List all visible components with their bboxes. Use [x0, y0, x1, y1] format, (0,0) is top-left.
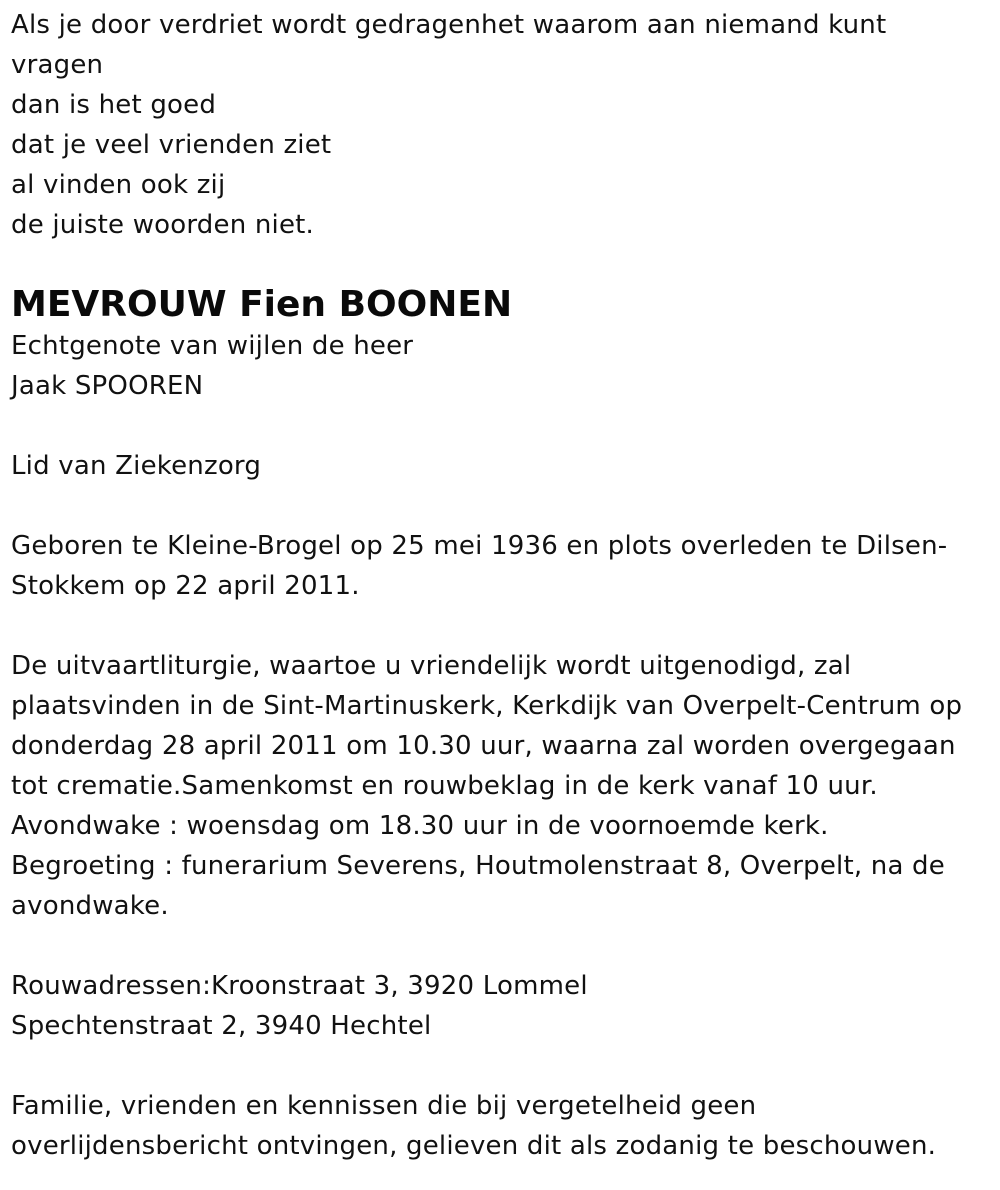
birth-death-paragraph — [11, 526, 986, 606]
spouse-line: Jaak SPOOREN — [11, 371, 204, 401]
address-line: Spechtenstraat 2, 3940 Hechtel — [11, 1011, 432, 1041]
paragraph-line: Begroeting : funerarium Severens, Houtmolenstraat 8, Overpelt, na de — [11, 851, 945, 881]
poem-line: vragen — [11, 50, 104, 80]
paragraph-line: De uitvaartliturgie, waartoe u vriendelijk wordt uitgenodigd, zal — [11, 651, 852, 681]
ceremony-paragraph — [11, 646, 986, 926]
spacer — [11, 486, 986, 526]
spouse-info — [11, 326, 986, 406]
obituary-document — [11, 5, 986, 1166]
notice-paragraph — [11, 1086, 986, 1166]
spouse-line: Echtgenote van wijlen de heer — [11, 331, 414, 361]
poem — [11, 5, 986, 245]
spacer — [11, 406, 986, 446]
poem-line: Als je door verdriet wordt gedragenhet waarom aan niemand kunt — [11, 10, 887, 40]
mourning-addresses — [11, 966, 986, 1046]
paragraph-line: Stokkem op 22 april 2011. — [11, 571, 360, 601]
deceased-name: MEVROUW Fien BOONEN — [11, 284, 513, 325]
poem-line: dan is het goed — [11, 90, 217, 120]
paragraph-line: Avondwake : woensdag om 18.30 uur in de voornoemde kerk. — [11, 811, 829, 841]
poem-line: al vinden ook zij — [11, 170, 226, 200]
address-line: Rouwadressen:Kroonstraat 3, 3920 Lommel — [11, 971, 588, 1001]
poem-line: de juiste woorden niet. — [11, 210, 315, 240]
poem-line: dat je veel vrienden ziet — [11, 130, 332, 160]
membership: Lid van Ziekenzorg — [11, 451, 262, 481]
paragraph-line: Geboren te Kleine-Brogel op 25 mei 1936 en plots overleden te Dilsen- — [11, 531, 948, 561]
spacer — [11, 1046, 986, 1086]
spacer — [11, 606, 986, 646]
paragraph-line: tot crematie.Samenkomst en rouwbeklag in de kerk vanaf 10 uur. — [11, 771, 878, 801]
paragraph-line: overlijdensbericht ontvingen, gelieven dit als zodanig te beschouwen. — [11, 1131, 937, 1161]
paragraph-line: donderdag 28 april 2011 om 10.30 uur, waarna zal worden overgegaan — [11, 731, 956, 761]
paragraph-line: plaatsvinden in de Sint-Martinuskerk, Kerkdijk van Overpelt-Centrum op — [11, 691, 963, 721]
paragraph-line: Familie, vrienden en kennissen die bij vergetelheid geen — [11, 1091, 757, 1121]
paragraph-line: avondwake. — [11, 891, 169, 921]
spacer — [11, 926, 986, 966]
